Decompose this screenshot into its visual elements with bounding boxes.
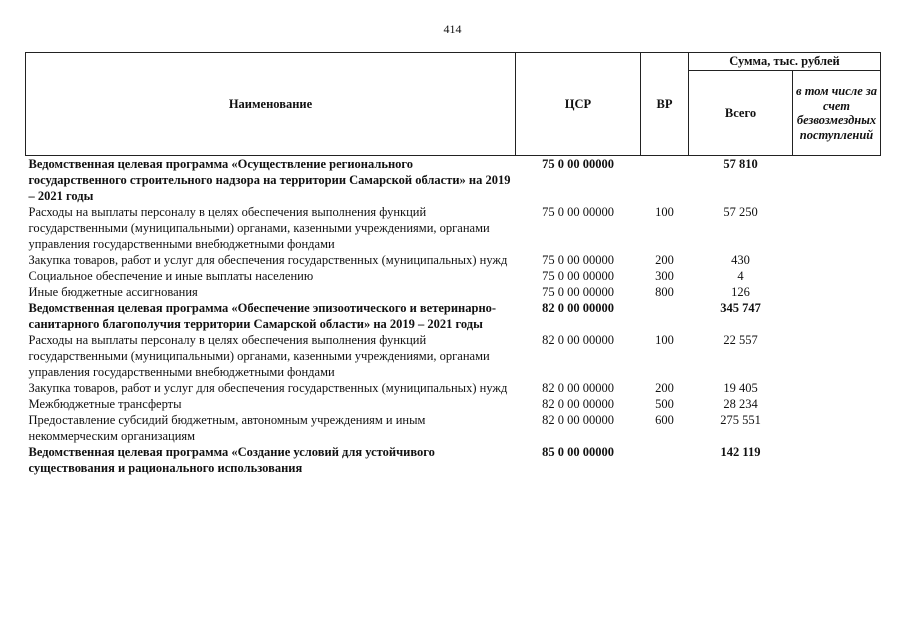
cell-total: 275 551: [720, 413, 761, 427]
cell-vr: [641, 300, 689, 332]
cell-total: 22 557: [723, 333, 758, 347]
program-row: [26, 444, 881, 476]
column-header-sum: Сумма, тыс. рублей: [689, 53, 881, 71]
cell-total: 430: [731, 253, 750, 267]
cell-csr: 82 0 00 00000: [542, 333, 614, 347]
cell-name: Социальное обеспечение и иные выплаты населению: [28, 269, 314, 283]
cell-vr: 500: [655, 397, 674, 411]
cell-total: 57 810: [723, 157, 758, 171]
program-row: [26, 300, 881, 332]
cell-name: Расходы на выплаты персоналу в целях обеспечения выполнения функций государственными (муниципальными) органами, казенными учреждениями, органами управления государственными внебюджетными фондами: [28, 205, 490, 251]
cell-name: Закупка товаров, работ и услуг для обеспечения государственных (муниципальных) нужд: [28, 381, 508, 395]
cell-total: 126: [731, 285, 750, 299]
cell-free: [793, 396, 881, 412]
cell-name: Предоставление субсидий бюджетным, автономным учреждениям и иным некоммерческим организациям: [28, 413, 426, 443]
cell-vr: 100: [655, 333, 674, 347]
cell-vr: 200: [655, 381, 674, 395]
cell-csr: 75 0 00 00000: [542, 269, 614, 283]
table-header: [26, 53, 881, 156]
cell-name: Ведомственная целевая программа «Обеспечение эпизоотического и ветеринарно-санитарного благополучия территории Самарской области» на 2019 – 2021 годы: [28, 301, 497, 331]
cell-name: Ведомственная целевая программа «Осуществление регионального государственного строительного надзора на территории Самарской области» на 2019 – 2021 годы: [28, 157, 511, 203]
cell-name: Расходы на выплаты персоналу в целях обеспечения выполнения функций государственными (муниципальными) органами, казенными учреждениями, органами управления государственными внебюджетными фондами: [28, 333, 490, 379]
cell-name: Межбюджетные трансферты: [28, 397, 182, 411]
cell-csr: 75 0 00 00000: [542, 157, 614, 171]
cell-vr: 100: [655, 205, 674, 219]
table-row: [26, 396, 881, 412]
cell-total: 345 747: [720, 301, 761, 315]
budget-table: [25, 52, 881, 476]
cell-name: Ведомственная целевая программа «Создание условий для устойчивого существования и рационального использования: [28, 445, 435, 475]
column-header-csr: ЦСР: [516, 53, 641, 156]
cell-csr: 82 0 00 00000: [542, 381, 614, 395]
table-row: [26, 204, 881, 252]
cell-free: [793, 284, 881, 300]
cell-total: 57 250: [723, 205, 758, 219]
cell-vr: [641, 156, 689, 205]
cell-free: [793, 268, 881, 284]
cell-total: 142 119: [720, 445, 761, 459]
cell-csr: 82 0 00 00000: [542, 413, 614, 427]
cell-csr: 82 0 00 00000: [542, 397, 614, 411]
table-row: [26, 380, 881, 396]
cell-csr: 75 0 00 00000: [542, 285, 614, 299]
cell-vr: 800: [655, 285, 674, 299]
page-number: 414: [443, 22, 462, 36]
cell-vr: 300: [655, 269, 674, 283]
cell-free: [793, 412, 881, 444]
table-row: [26, 284, 881, 300]
cell-csr: 75 0 00 00000: [542, 205, 614, 219]
column-header-name: Наименование: [26, 53, 516, 156]
cell-free: [793, 380, 881, 396]
column-header-total: Всего: [689, 71, 793, 156]
cell-total: 28 234: [723, 397, 758, 411]
cell-total: 4: [737, 269, 744, 283]
column-header-free-receipts: в том числе за счет безвозмездных поступлений: [793, 71, 881, 156]
cell-vr: 600: [655, 413, 674, 427]
cell-name: Иные бюджетные ассигнования: [28, 285, 198, 299]
table-row: [26, 332, 881, 380]
column-header-vr: ВР: [641, 53, 689, 156]
cell-free: [793, 444, 881, 476]
cell-free: [793, 204, 881, 252]
program-row: [26, 156, 881, 205]
cell-csr: 85 0 00 00000: [542, 445, 614, 459]
cell-csr: 82 0 00 00000: [542, 301, 614, 315]
table-row: [26, 412, 881, 444]
cell-free: [793, 252, 881, 268]
cell-csr: 75 0 00 00000: [542, 253, 614, 267]
cell-free: [793, 300, 881, 332]
cell-free: [793, 156, 881, 205]
table-body: [26, 156, 881, 477]
cell-vr: 200: [655, 253, 674, 267]
table-row: [26, 268, 881, 284]
cell-vr: [641, 444, 689, 476]
cell-name: Закупка товаров, работ и услуг для обеспечения государственных (муниципальных) нужд: [28, 253, 508, 267]
cell-free: [793, 332, 881, 380]
cell-total: 19 405: [723, 381, 758, 395]
table-row: [26, 252, 881, 268]
